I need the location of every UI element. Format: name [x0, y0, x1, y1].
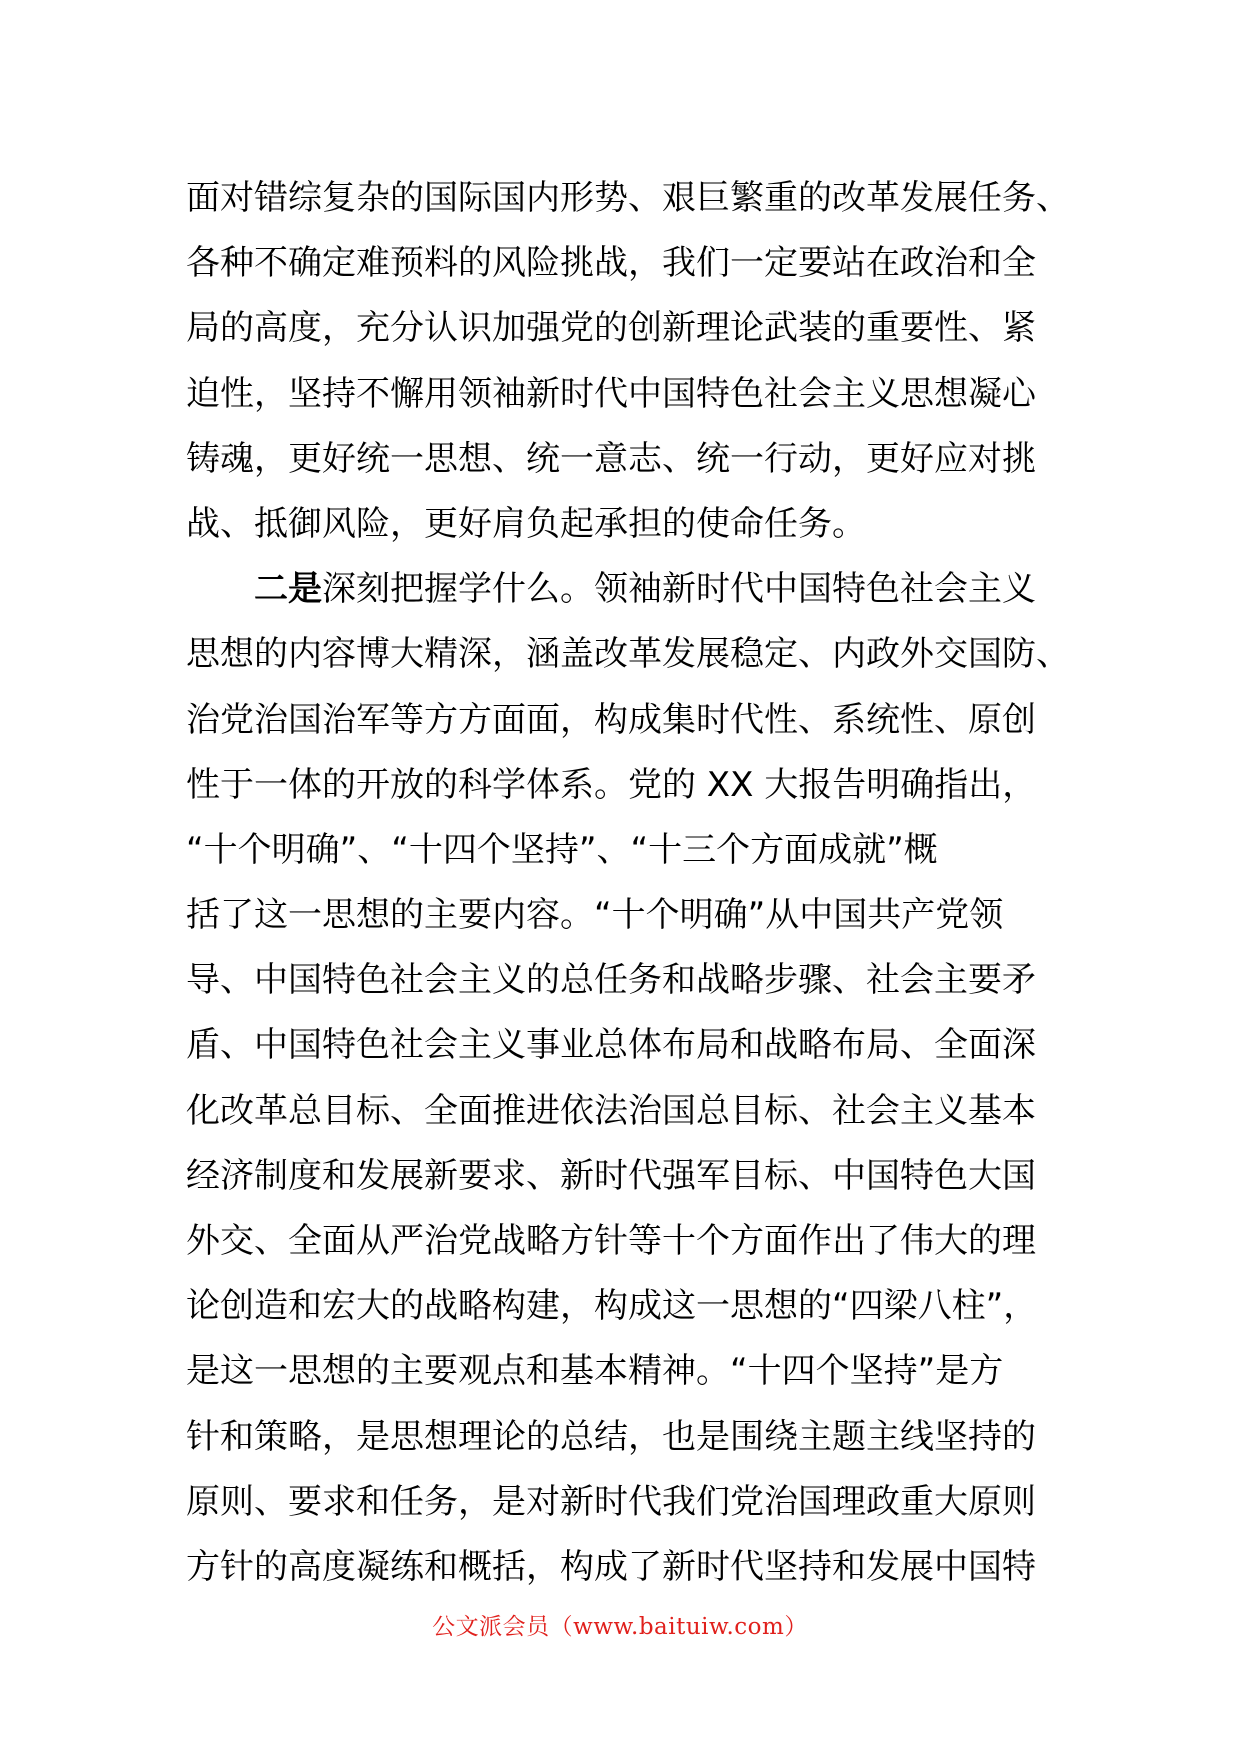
text-line: 思想的内容博大精深，涵盖改革发展稳定、内政外交国防、: [186, 634, 1070, 675]
paragraph-lead: 二是: [254, 569, 322, 610]
footer-watermark: 公文派会员（www.baituiw.com）: [432, 1614, 808, 1640]
text-line: 论创造和宏大的战略构建，构成这一思想的“四梁八柱”，: [186, 1286, 1038, 1327]
text-line: 盾、中国特色社会主义事业总体布局和战略布局、全面深: [186, 1025, 1036, 1066]
text-line: 括了这一思想的主要内容。“十个明确”从中国共产党领: [186, 895, 1004, 936]
paragraph-first-line: [186, 557, 1066, 622]
text-line: 各种不确定难预料的风险挑战，我们一定要站在政治和全: [186, 243, 1036, 284]
text-line: “十个明确”、“十四个坚持”、“十三个方面成就”概: [186, 829, 938, 870]
text-line: 性于一体的开放的科学体系。党的 XX 大报告明确指出，: [186, 764, 1037, 805]
text-line: 治党治国治军等方方面面，构成集时代性、系统性、原创: [186, 699, 1036, 740]
text-line: 外交、全面从严治党战略方针等十个方面作出了伟大的理: [186, 1221, 1036, 1261]
document-body: [186, 166, 1070, 1600]
text-line: 铸魂，更好统一思想、统一意志、统一行动，更好应对挑: [186, 438, 1036, 479]
text-line: 迫性，坚持不懈用领袖新时代中国特色社会主义思想凝心: [186, 373, 1036, 414]
text-line: 是这一思想的主要观点和基本精神。“十四个坚持”是方: [186, 1351, 1004, 1392]
text-line: 针和策略，是思想理论的总结，也是围绕主题主线坚持的: [186, 1416, 1036, 1457]
text-line: 战、抵御风险，更好肩负起承担的使命任务。: [186, 503, 866, 544]
text-line: 化改革总目标、全面推进依法治国总目标、社会主义基本: [186, 1090, 1036, 1131]
text-line: 经济制度和发展新要求、新时代强军目标、中国特色大国: [186, 1155, 1036, 1196]
paragraph-first-line-text: 深刻把握学什么。领袖新时代中国特色社会主义: [322, 569, 1036, 610]
text-line: 导、中国特色社会主义的总任务和战略步骤、社会主要矛: [186, 960, 1036, 1001]
text-line: 原则、要求和任务，是对新时代我们党治国理政重大原则: [186, 1481, 1036, 1522]
text-line: 局的高度，充分认识加强党的创新理论武装的重要性、紧: [186, 308, 1036, 349]
text-line: 方针的高度凝练和概括，构成了新时代坚持和发展中国特: [186, 1546, 1036, 1587]
text-line: 面对错综复杂的国际国内形势、艰巨繁重的改革发展任务、: [186, 178, 1070, 218]
